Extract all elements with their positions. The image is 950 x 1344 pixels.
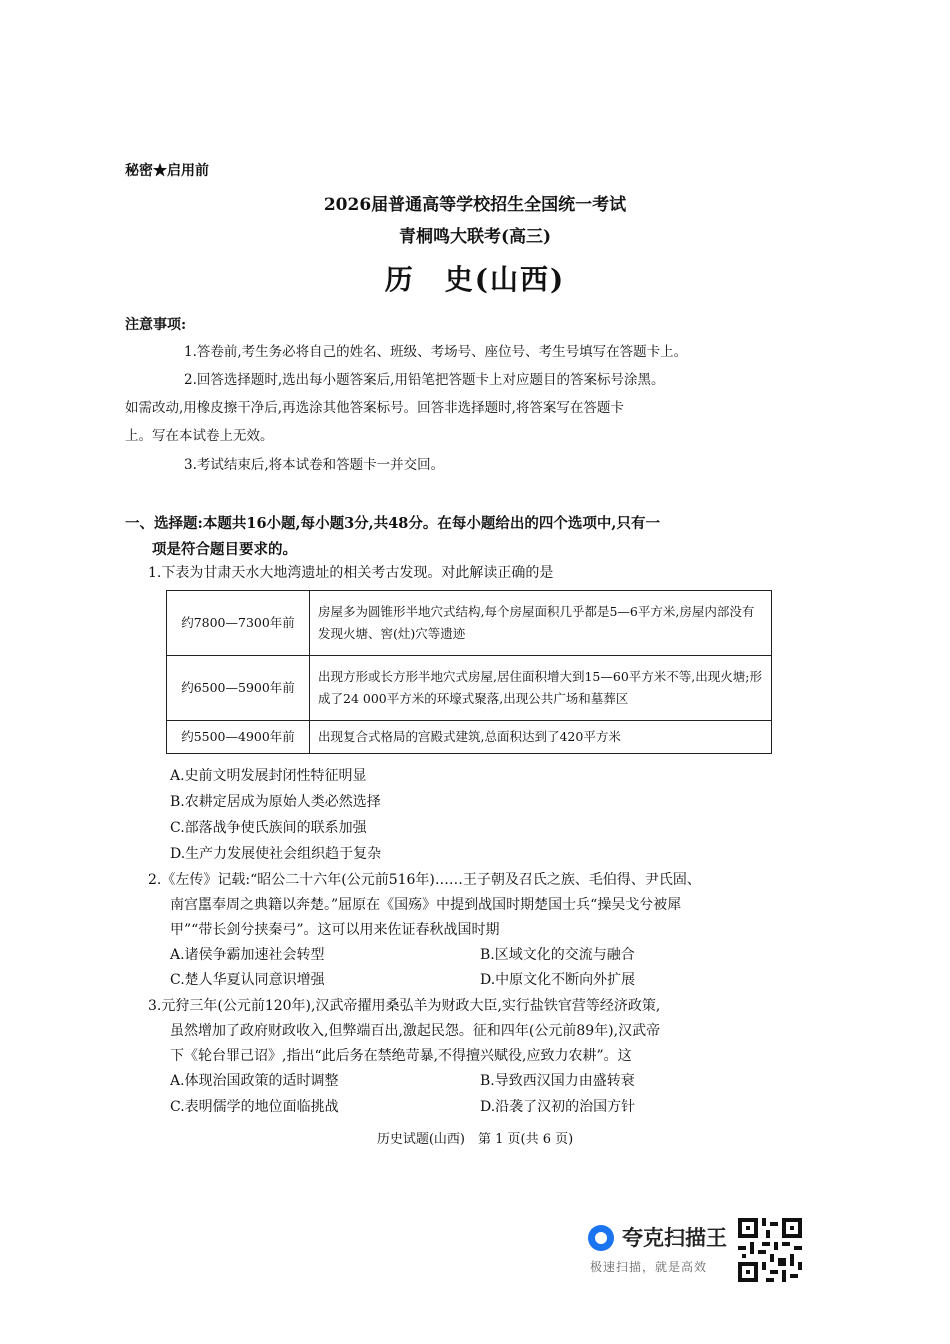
q1-option-d: D.生产力发展使社会组织趋于复杂 [170,846,382,862]
q2-stem-line-2: 南宫嚚奉周之典籍以奔楚。”屈原在《国殇》中提到战国时期楚国士兵“操吴戈兮被犀 [170,897,682,913]
q3-option-a: A.体现治国政策的适时调整 [170,1073,339,1089]
section-heading-line-2: 项是符合题目要求的。 [152,541,297,558]
table-cell-finding: 房屋多为圆锥形半地穴式结构,每个房屋面积几乎都是5—6平方米,房屋内部没有发现火塘、窖(灶)穴等遗迹 [310,591,772,656]
exam-subtitle: 青桐鸣大联考(高三) [398,227,552,247]
q3-option-d: D.沿袭了汉初的治国方针 [480,1099,636,1115]
q3-stem-line-1: 3.元狩三年(公元前120年),汉武帝擢用桑弘羊为财政大臣,实行盐铁官营等经济政策, [148,998,661,1014]
q2-option-c: C.楚人华夏认同意识增强 [170,972,325,988]
page-footer: 历史试题(山西) 第 1 页(共 6 页) [376,1132,574,1147]
q2-option-a: A.诸侯争霸加速社会转型 [170,947,325,963]
q1-stem: 1.下表为甘肃天水大地湾遗址的相关考古发现。对此解读正确的是 [148,565,554,581]
section-heading [125,511,805,563]
secret-label: 秘密★启用前 [125,163,209,179]
q1-option-b: B.农耕定居成为原始人类必然选择 [170,794,381,810]
q2-option-b: B.区域文化的交流与融合 [480,947,635,963]
table-cell-period: 约7800—7300年前 [167,591,310,656]
table-cell-finding: 出现复合式格局的宫殿式建筑,总面积达到了420平方米 [310,721,772,754]
table-cell-finding: 出现方形或长方形半地穴式房屋,居住面积增大到15—60平方米不等,出现火塘;形成了24 000平方米的环壕式聚落,出现公共广场和墓葬区 [310,656,772,721]
q1-option-a: A.史前文明发展封闭性特征明显 [170,768,367,784]
notice-item-2-line-3: 上。写在本试卷上无效。 [125,428,274,444]
table-cell-period: 约5500—4900年前 [167,721,310,754]
scanner-logo-icon [588,1225,614,1251]
scanner-brand: 夸克扫描王 [622,1226,727,1250]
q2-stem-line-1: 2.《左传》记载:“昭公二十六年(公元前516年)……王子朝及召氏之族、毛伯得、尹氏固、 [148,872,701,888]
q1-table [166,590,772,754]
notice-heading: 注意事项: [125,317,187,333]
subject-title: 历 史(山西) [384,263,566,296]
q1-option-c: C.部落战争使氏族间的联系加强 [170,820,367,836]
table-row [167,721,772,754]
table-row [167,591,772,656]
qr-code-icon [738,1218,802,1282]
notice-item-3: 3.考试结束后,将本试卷和答题卡一并交回。 [184,457,445,473]
notice-item-1: 1.答卷前,考生务必将自己的姓名、班级、考场号、座位号、考生号填写在答题卡上。 [184,344,688,360]
table-row [167,656,772,721]
notice-item-2-line-2: 如需改动,用橡皮擦干净后,再选涂其他答案标号。回答非选择题时,将答案写在答题卡 [125,400,624,416]
q3-option-c: C.表明儒学的地位面临挑战 [170,1099,339,1115]
section-heading-line-1: 一、选择题:本题共16小题,每小题3分,共48分。在每小题给出的四个选项中,只有一 [125,515,660,532]
q3-option-b: B.导致西汉国力由盛转衰 [480,1073,635,1089]
q3-stem-line-3: 下《轮台罪己诏》,指出“此后务在禁绝苛暴,不得擅兴赋役,应致力农耕”。这 [170,1048,632,1064]
notice-item-2-line-1: 2.回答选择题时,选出每小题答案后,用铅笔把答题卡上对应题目的答案标号涂黑。 [184,372,665,388]
q2-stem-line-3: 甲”“带长剑兮挟秦弓”。这可以用来佐证春秋战国时期 [170,922,500,938]
q2-option-d: D.中原文化不断向外扩展 [480,972,636,988]
table-cell-period: 约6500—5900年前 [167,656,310,721]
q3-stem-line-2: 虽然增加了政府财政收入,但弊端百出,激起民怨。征和四年(公元前89年),汉武帝 [170,1023,661,1039]
exam-title: 2026届普通高等学校招生全国统一考试 [323,195,627,215]
scanner-slogan: 极速扫描，就是高效 [590,1260,708,1274]
